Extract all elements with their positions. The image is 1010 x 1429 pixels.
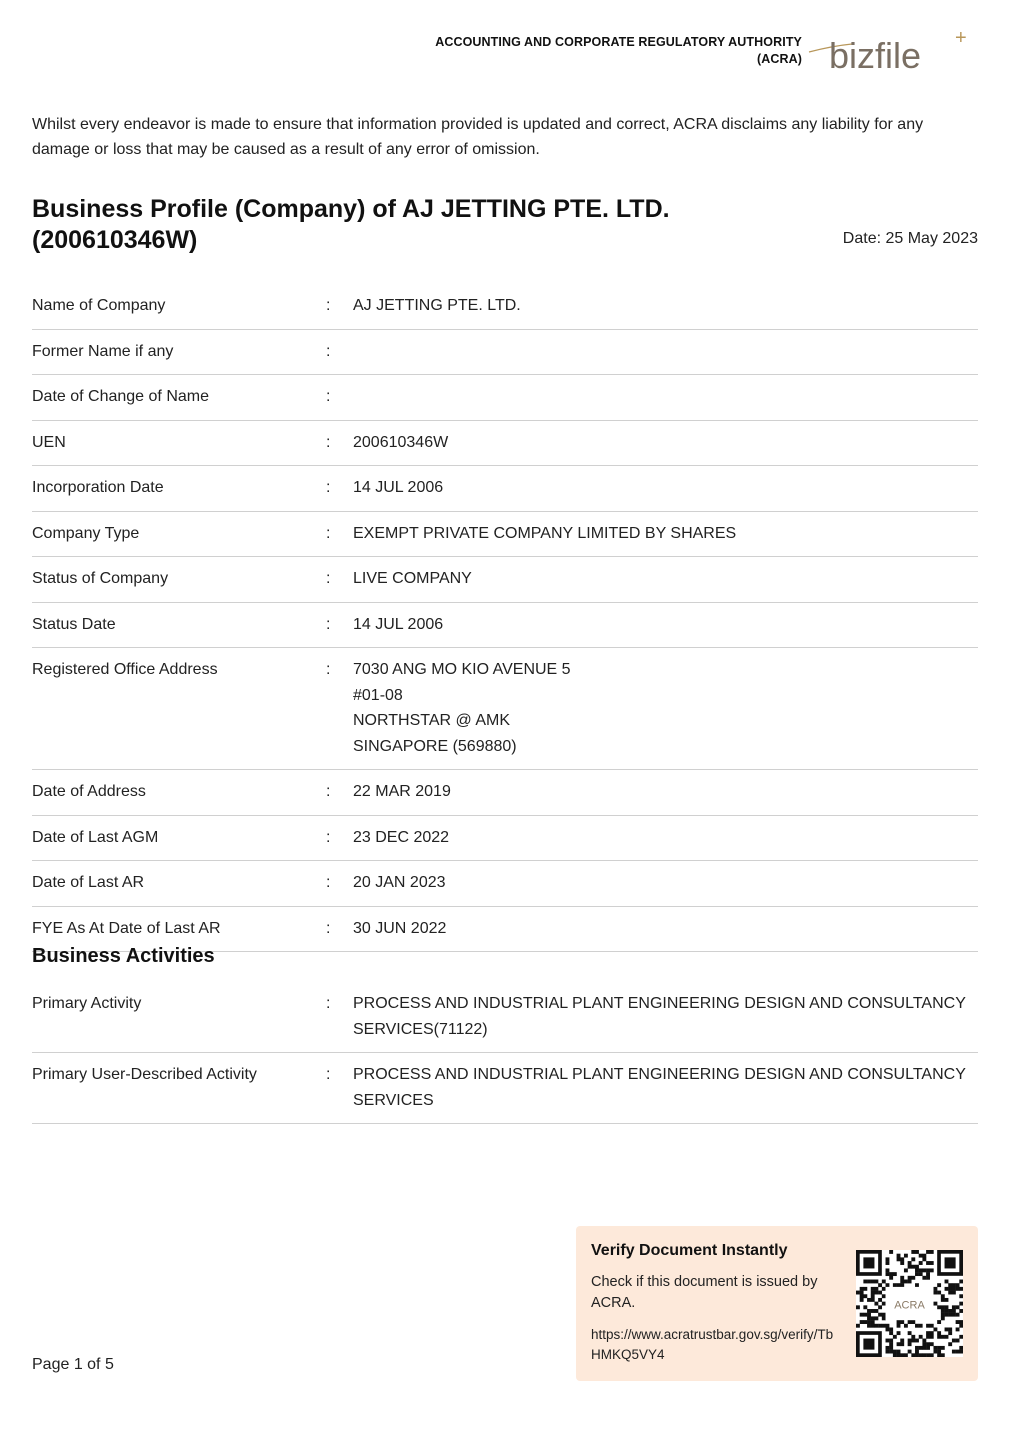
field-separator: : bbox=[326, 479, 331, 496]
field-value-address bbox=[353, 657, 978, 759]
page-number: Page 1 of 5 bbox=[32, 1356, 114, 1373]
field-value: 22 MAR 2019 bbox=[353, 783, 451, 800]
address-line: NORTHSTAR @ AMK bbox=[353, 712, 510, 729]
field-value: AJ JETTING PTE. LTD. bbox=[353, 297, 521, 314]
authority-name-line1: ACCOUNTING AND CORPORATE REGULATORY AUTHORITY bbox=[435, 35, 802, 49]
field-value: 200610346W bbox=[353, 433, 449, 451]
profile-row-date-of-last-ar bbox=[32, 861, 978, 907]
field-separator: : bbox=[326, 874, 331, 891]
profile-row-registered-office-address bbox=[32, 648, 978, 770]
field-value: 20 JAN 2023 bbox=[353, 874, 446, 891]
bizfile-logo-text: bizfile bbox=[829, 35, 922, 76]
page-title-line1: Business Profile (Company) of AJ JETTING PTE. LTD. bbox=[32, 195, 670, 223]
page-title-line2: (200610346W) bbox=[32, 226, 198, 254]
document-date: Date: 25 May 2023 bbox=[842, 230, 978, 247]
verify-title: Verify Document Instantly bbox=[591, 1242, 788, 1259]
field-label: UEN bbox=[32, 433, 66, 451]
field-value: 23 DEC 2022 bbox=[353, 828, 450, 846]
field-value: EXEMPT PRIVATE COMPANY LIMITED BY SHARES bbox=[353, 524, 737, 542]
profile-row-date-of-change-of-name bbox=[32, 375, 978, 421]
field-label: FYE As At Date of Last AR bbox=[32, 919, 221, 937]
field-separator: : bbox=[326, 342, 331, 360]
field-label: Date of Change of Name bbox=[32, 388, 209, 405]
field-value: PROCESS AND INDUSTRIAL PLANT ENGINEERING DESIGN AND CONSULTANCY SERVICES(71122) bbox=[353, 995, 966, 1038]
field-label: Primary User-Described Activity bbox=[32, 1066, 257, 1083]
field-separator: : bbox=[326, 661, 331, 678]
profile-row-company-type bbox=[32, 512, 978, 558]
field-value: PROCESS AND INDUSTRIAL PLANT ENGINEERING DESIGN AND CONSULTANCY SERVICES bbox=[353, 1066, 966, 1109]
disclaimer-text: Whilst every endeavor is made to ensure that information provided is updated and correct, ACRA disclaims any liability for any damage or loss that may be caused as a result of any error of omission. bbox=[32, 116, 924, 158]
field-label: Former Name if any bbox=[32, 342, 174, 360]
address-line: 7030 ANG MO KIO AVENUE 5 bbox=[353, 661, 571, 678]
field-value: LIVE COMPANY bbox=[353, 570, 472, 587]
authority-name bbox=[435, 34, 802, 68]
field-separator: : bbox=[326, 433, 331, 451]
field-label: Name of Company bbox=[32, 297, 166, 314]
company-profile-table bbox=[32, 284, 978, 952]
address-line: SINGAPORE (569880) bbox=[353, 737, 517, 755]
field-separator: : bbox=[326, 783, 331, 800]
profile-row-status-of-company bbox=[32, 557, 978, 603]
field-value bbox=[353, 339, 978, 365]
bizfile-logo bbox=[807, 22, 972, 82]
field-separator: : bbox=[326, 1066, 331, 1083]
authority-name-line2: (ACRA) bbox=[756, 52, 802, 66]
document-header bbox=[352, 22, 972, 82]
profile-row-status-date bbox=[32, 603, 978, 649]
field-label: Date of Last AGM bbox=[32, 828, 159, 846]
verify-document-box bbox=[576, 1226, 978, 1381]
field-value: 14 JUL 2006 bbox=[353, 479, 444, 496]
field-separator: : bbox=[326, 570, 331, 587]
field-separator: : bbox=[326, 388, 331, 405]
field-label: Status Date bbox=[32, 615, 116, 633]
field-label: Company Type bbox=[32, 524, 140, 542]
field-separator: : bbox=[326, 828, 331, 846]
verify-description: Check if this document is issued by ACRA. bbox=[591, 1274, 818, 1311]
profile-row-name-of-company bbox=[32, 284, 978, 330]
field-value: 30 JUN 2022 bbox=[353, 919, 447, 937]
field-label: Status of Company bbox=[32, 570, 169, 587]
profile-row-uen bbox=[32, 421, 978, 467]
page-title bbox=[32, 194, 752, 256]
business-activities-heading: Business Activities bbox=[32, 945, 215, 967]
field-label: Registered Office Address bbox=[32, 661, 218, 678]
bizfile-logo-plus: + bbox=[955, 27, 967, 49]
field-value bbox=[353, 384, 978, 410]
qr-code-icon[interactable] bbox=[856, 1250, 963, 1357]
profile-row-date-of-last-agm bbox=[32, 816, 978, 862]
verify-url-link[interactable]: https://www.acratrustbar.gov.sg/verify/TbHMKQ5VY4 bbox=[591, 1327, 834, 1362]
field-label: Date of Address bbox=[32, 783, 146, 800]
activity-row-user-described bbox=[32, 1053, 978, 1124]
field-label: Date of Last AR bbox=[32, 874, 145, 891]
profile-row-date-of-address bbox=[32, 770, 978, 816]
title-block bbox=[32, 194, 978, 258]
field-separator: : bbox=[326, 919, 331, 937]
field-value: 14 JUL 2006 bbox=[353, 615, 444, 633]
activity-row-primary bbox=[32, 982, 978, 1053]
profile-row-incorporation-date bbox=[32, 466, 978, 512]
profile-row-former-name bbox=[32, 330, 978, 376]
field-label: Incorporation Date bbox=[32, 479, 164, 496]
field-separator: : bbox=[326, 995, 331, 1012]
field-separator: : bbox=[326, 524, 331, 542]
field-separator: : bbox=[326, 297, 331, 314]
field-separator: : bbox=[326, 615, 331, 633]
address-line: #01-08 bbox=[353, 686, 403, 704]
business-activities-table bbox=[32, 982, 978, 1124]
field-label: Primary Activity bbox=[32, 995, 142, 1012]
qr-acra-logo: ACRA bbox=[894, 1299, 925, 1312]
